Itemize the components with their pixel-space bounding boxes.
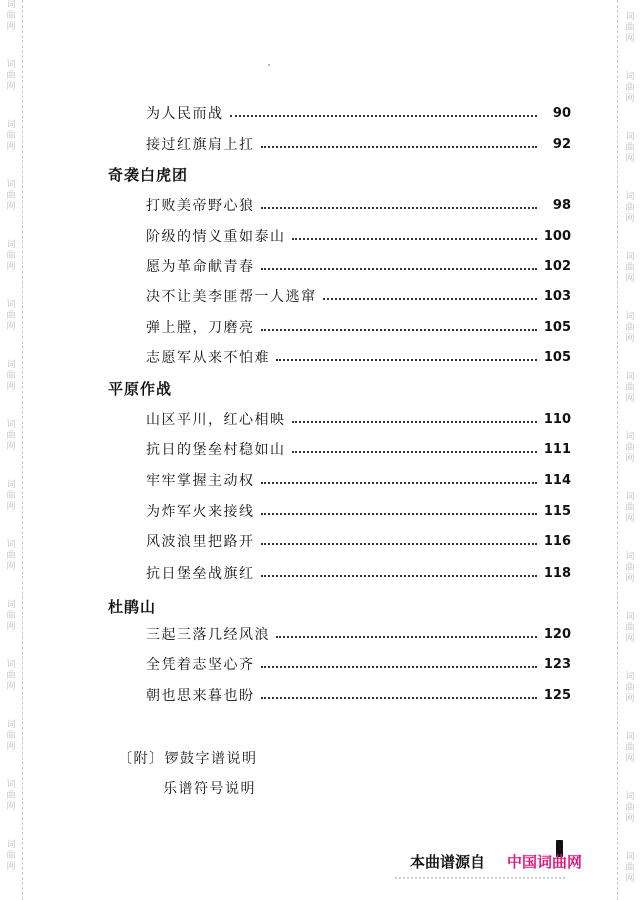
watermark-text: 词 曲 网 <box>625 852 635 884</box>
dot-leader <box>323 298 538 300</box>
toc-entry-title: 打败美帝野心狼 <box>146 198 255 214</box>
watermark-text: 词 曲 网 <box>6 720 16 752</box>
watermark-text: 词 曲 网 <box>625 492 635 524</box>
toc-entry-title: 为炸军火来接线 <box>146 504 255 520</box>
watermark-text: 词 曲 网 <box>625 72 635 104</box>
watermark-text: 词 曲 网 <box>6 60 16 92</box>
watermark-text: 词 曲 网 <box>6 840 16 872</box>
toc-page-number: 125 <box>543 687 571 703</box>
scan-speck <box>268 64 270 66</box>
toc-entry-title: 为人民而战 <box>146 106 224 122</box>
toc-entry-title: 山区平川，红心相映 <box>146 412 286 428</box>
toc-entry-title: 抗日堡垒战旗红 <box>146 566 255 582</box>
footer-site-name: 中国词曲网 <box>507 853 583 871</box>
toc-entry <box>146 317 571 337</box>
toc-entry-title: 志愿军从来不怕难 <box>146 350 270 366</box>
dot-leader <box>276 359 537 361</box>
toc-page-number: 98 <box>552 197 571 213</box>
toc-page-number: 110 <box>543 411 571 427</box>
toc-entry <box>146 134 571 154</box>
toc-entry <box>146 685 571 705</box>
watermark-text: 词 曲 网 <box>625 732 635 764</box>
toc-entry-title: 接过红旗肩上扛 <box>146 137 255 153</box>
toc-page-number: 114 <box>543 472 571 488</box>
toc-page-number: 92 <box>552 136 571 152</box>
watermark-text: 词 曲 网 <box>6 180 16 212</box>
dot-leader <box>261 666 538 668</box>
toc-entry <box>146 624 571 644</box>
toc-section-heading: 平原作战 <box>108 380 173 398</box>
dot-leader <box>261 268 538 270</box>
toc-entry-title: 愿为革命献青春 <box>146 259 255 275</box>
toc-entry-title: 阶级的情义重如泰山 <box>146 229 286 245</box>
toc-entry <box>146 531 571 551</box>
toc-entry <box>146 347 571 367</box>
dot-leader <box>261 513 538 515</box>
appendix-line-2: 乐谱符号说明 <box>163 781 256 797</box>
toc-entry-title: 朝也思来暮也盼 <box>146 688 255 704</box>
watermark-text: 词 曲 网 <box>6 0 16 32</box>
watermark-text: 词 曲 网 <box>625 132 635 164</box>
toc-entry <box>146 256 571 276</box>
dot-leader <box>292 238 538 240</box>
watermark-text: 词 曲 网 <box>625 312 635 344</box>
toc-page-number: 103 <box>543 288 571 304</box>
dot-leader <box>276 636 537 638</box>
toc-entry <box>146 563 571 583</box>
watermark-text: 词 曲 网 <box>6 600 16 632</box>
watermark-text: 词 曲 网 <box>6 660 16 692</box>
watermark-text: 词 曲 网 <box>6 780 16 812</box>
watermark-text: 词 曲 网 <box>6 300 16 332</box>
watermark-text: 词 曲 网 <box>625 192 635 224</box>
watermark-text: 词 曲 网 <box>6 240 16 272</box>
toc-entry <box>146 103 571 123</box>
watermark-text: 词 曲 网 <box>6 420 16 452</box>
watermark-text: 词 曲 网 <box>6 540 16 572</box>
dot-leader <box>261 146 538 148</box>
watermark-text: 词 曲 网 <box>625 612 635 644</box>
toc-entry <box>146 226 571 246</box>
watermark-text: 词 曲 网 <box>625 12 635 44</box>
toc-page-number: 111 <box>543 441 571 457</box>
toc-entry-title: 牢牢掌握主动权 <box>146 473 255 489</box>
footer-faint-line <box>395 874 565 879</box>
toc-section-heading: 杜鹃山 <box>108 598 157 616</box>
watermark-text: 词 曲 网 <box>6 120 16 152</box>
watermark-text: 词 曲 网 <box>6 480 16 512</box>
appendix-line-1: 〔附〕锣鼓字谱说明 <box>118 751 258 767</box>
toc-page-number: 115 <box>543 503 571 519</box>
watermark-text: 词 曲 网 <box>625 252 635 284</box>
watermark-text: 词 曲 网 <box>625 372 635 404</box>
toc-page-number: 90 <box>552 105 571 121</box>
toc-entry <box>146 654 571 674</box>
toc-entry-title: 弹上膛，刀磨亮 <box>146 320 255 336</box>
toc-page-number: 116 <box>543 533 571 549</box>
toc-page-number: 102 <box>543 258 571 274</box>
dot-leader <box>261 329 538 331</box>
toc-entry <box>146 501 571 521</box>
dot-leader <box>261 697 538 699</box>
toc-entry <box>146 409 571 429</box>
dot-leader <box>292 421 538 423</box>
dot-leader <box>230 115 538 117</box>
watermark-text: 词 曲 网 <box>625 552 635 584</box>
dot-leader <box>261 482 538 484</box>
right-dashed-border <box>617 0 618 900</box>
watermark-text: 词 曲 网 <box>625 432 635 464</box>
toc-entry-title: 全凭着志坚心齐 <box>146 657 255 673</box>
toc-page-number: 118 <box>543 565 571 581</box>
toc-entry <box>146 195 571 215</box>
toc-entry-title: 决不让美李匪帮一人逃窜 <box>146 289 317 305</box>
watermark-text: 词 曲 网 <box>625 672 635 704</box>
toc-entry-title: 风波浪里把路开 <box>146 534 255 550</box>
toc-page-number: 123 <box>543 656 571 672</box>
dot-leader <box>261 543 538 545</box>
toc-entry-title: 抗日的堡垒村稳如山 <box>146 442 286 458</box>
left-dashed-border <box>22 0 23 900</box>
toc-entry-title: 三起三落几经风浪 <box>146 627 270 643</box>
toc-entry <box>146 439 571 459</box>
toc-page-number: 105 <box>543 319 571 335</box>
toc-page-number: 105 <box>543 349 571 365</box>
watermark-text: 词 曲 网 <box>625 792 635 824</box>
toc-page-number: 100 <box>543 228 571 244</box>
dot-leader <box>292 451 538 453</box>
dot-leader <box>261 575 538 577</box>
dot-leader <box>261 207 538 209</box>
footer-source-label: 本曲谱源自 <box>410 853 486 871</box>
watermark-text: 词 曲 网 <box>6 360 16 392</box>
toc-entry <box>146 470 571 490</box>
toc-entry <box>146 286 571 306</box>
toc-section-heading: 奇袭白虎团 <box>108 166 189 184</box>
toc-page-number: 120 <box>543 626 571 642</box>
footer-credit <box>410 851 582 872</box>
